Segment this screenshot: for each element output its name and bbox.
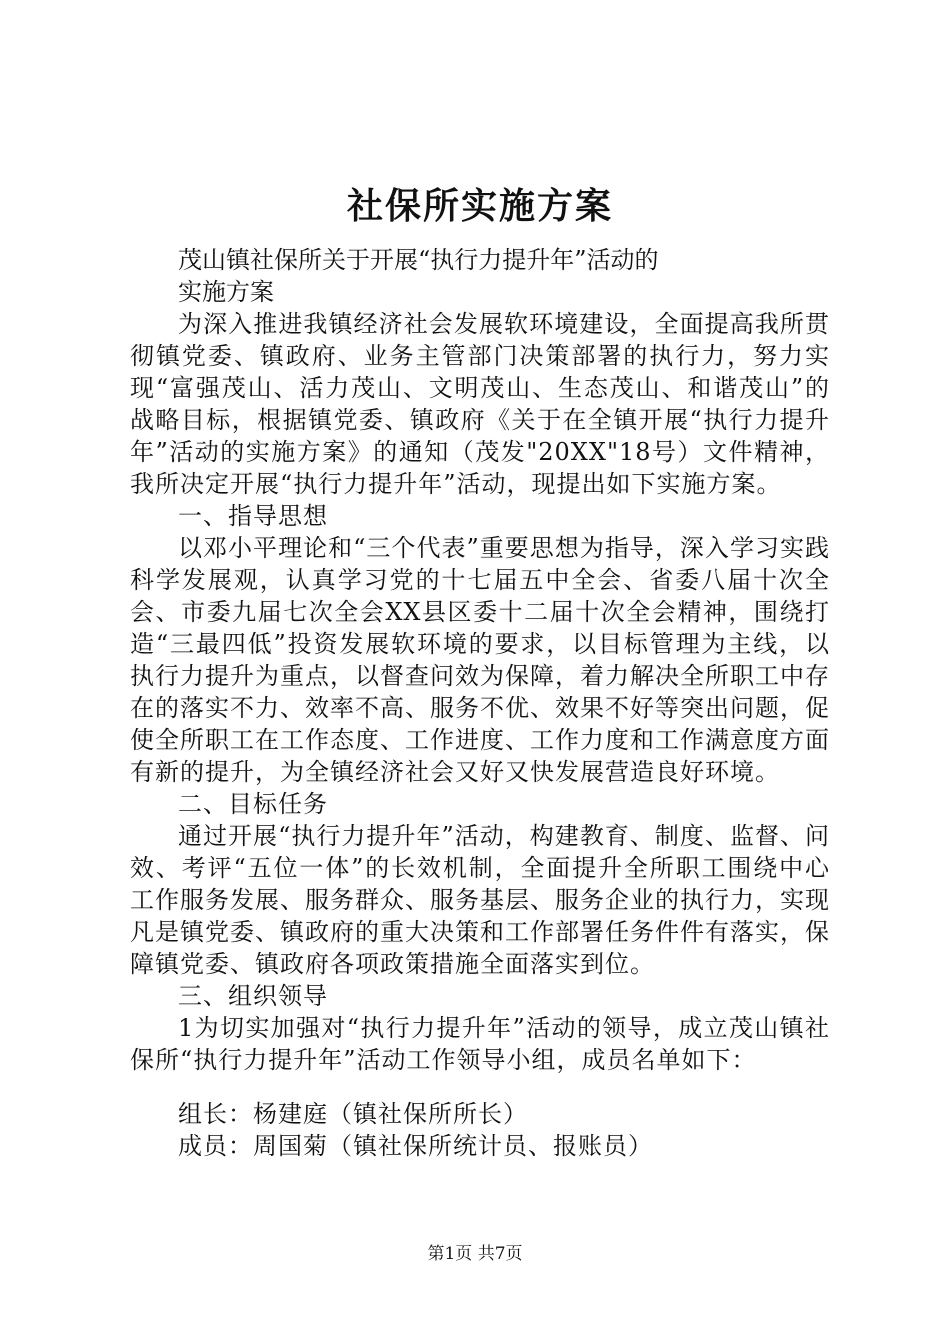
member-list bbox=[130, 1098, 830, 1162]
section-heading-goals: 二、目标任务 bbox=[178, 790, 328, 818]
document-subtitle-line1: 茂山镇社保所关于开展“执行力提升年”活动的 bbox=[178, 246, 659, 274]
section-body-organization: 1为切实加强对“执行力提升年”活动的领导，成立茂山镇社保所“执行力提升年”活动工作领导小组，成员名单如下： bbox=[130, 1014, 830, 1074]
member-staff: 成员：周国菊（镇社保所统计员、报账员） bbox=[178, 1132, 653, 1160]
document-page bbox=[130, 180, 830, 1162]
document-subtitle-line2: 实施方案 bbox=[178, 278, 274, 306]
intro-paragraph: 为深入推进我镇经济社会发展软环境建设，全面提高我所贯彻镇党委、镇政府、业务主管部门决策部署的执行力，努力实现“富强茂山、活力茂山、文明茂山、生态茂山、和谐茂山”的战略目标，根据镇党委、镇政府《关于在全镇开展“执行力提升年”活动的实施方案》的通知（茂发"20XX"18号）文件精神，我所决定开展“执行力提升年”活动，现提出如下实施方案。 bbox=[130, 310, 830, 498]
page-footer: 第1页 共7页 bbox=[427, 1244, 523, 1264]
section-body-guiding-thought: 以邓小平理论和“三个代表”重要思想为指导，深入学习实践科学发展观，认真学习党的十七届五中全会、省委八届十次全会、市委九届七次全会XX县区委十二届十次全会精神，围绕打造“三最四低”投资发展软环境的要求，以目标管理为主线，以执行力提升为重点，以督查问效为保障，着力解决全所职工中存在的落实不力、效率不高、服务不优、效果不好等突出问题，促使全所职工在工作态度、工作进度、工作力度和工作满意度方面有新的提升，为全镇经济社会又好又快发展营造良好环境。 bbox=[130, 534, 830, 786]
member-leader: 组长：杨建庭（镇社保所所长） bbox=[178, 1100, 528, 1128]
section-heading-guiding-thought: 一、指导思想 bbox=[178, 502, 328, 530]
document-title: 社保所实施方案 bbox=[346, 185, 613, 227]
section-heading-organization: 三、组织领导 bbox=[178, 982, 328, 1010]
section-body-goals: 通过开展“执行力提升年”活动，构建教育、制度、监督、问效、考评“五位一体”的长效机制，全面提升全所职工围绕中心工作服务发展、服务群众、服务基层、服务企业的执行力，实现凡是镇党委、镇政府的重大决策和工作部署任务件件有落实，保障镇党委、镇政府各项政策措施全面落实到位。 bbox=[130, 822, 830, 978]
